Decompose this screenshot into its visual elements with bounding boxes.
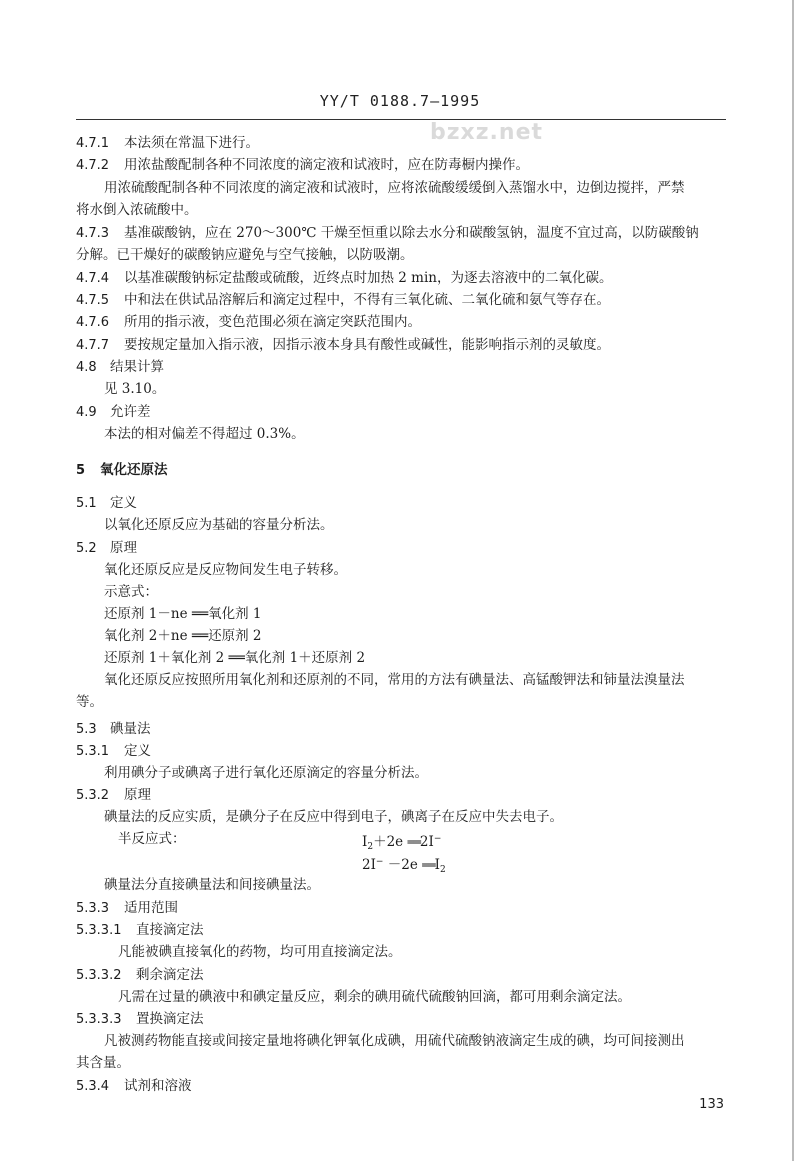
clause-5-1: 5.1 定义 [76, 495, 137, 511]
paragraph-line: 凡需在过量的碘液中和碘定量反应，剩余的碘用硫代硫酸钠回滴，都可用剩余滴定法。 [118, 989, 631, 1005]
clause-4-7-1: 4.7.1 本法须在常温下进行。 [76, 135, 259, 151]
paragraph-line: 氧化还原反应按照所用氧化剂和还原剂的不同，常用的方法有碘量法、高锰酸钾法和铈量法溴量法 [104, 672, 685, 688]
clause-4-9: 4.9 允许差 [76, 404, 151, 420]
header-rule [76, 119, 726, 120]
clause-5-2: 5.2 原理 [76, 540, 137, 556]
paragraph-line: 氧化还原反应是反应物间发生电子转移。 [104, 562, 347, 578]
page-number: 133 [699, 1097, 724, 1112]
clause-5-3-3: 5.3.3 适用范围 [76, 900, 178, 916]
paragraph-line: 凡被测药物能直接或间接定量地将碘化钾氧化成碘，用硫代硫酸钠液滴定生成的碘，均可间接测出 [104, 1033, 685, 1049]
paragraph-line: 用浓硫酸配制各种不同浓度的滴定液和试液时，应将浓硫酸缓缓倒入蒸馏水中，边倒边搅拌，严禁 [104, 180, 685, 196]
half-reaction-equation-2: 2I− －2e $══I_2$ [362, 857, 446, 875]
clause-5-3-4: 5.3.4 试剂和溶液 [76, 1078, 192, 1094]
watermark: bzxz.net [430, 120, 544, 145]
equation-line: 氧化剂 2＋ne ══还原剂 2 [104, 628, 262, 644]
scan-edge-line [792, 0, 794, 1161]
half-reaction-equation-1: $I_2+2e$ ══2I− [362, 834, 442, 852]
paragraph-line: 示意式： [104, 584, 158, 600]
paragraph-line: 碘量法分直接碘量法和间接碘量法。 [104, 877, 320, 893]
paragraph-line: 本法的相对偏差不得超过 0.3%。 [104, 426, 305, 442]
section-5-heading: 5 氧化还原法 [76, 462, 168, 478]
clause-4-7-6: 4.7.6 所用的指示液，变色范围必须在滴定突跃范围内。 [76, 314, 421, 330]
clause-4-7-7: 4.7.7 要按规定量加入指示液，因指示液本身具有酸性或碱性，能影响指示剂的灵敏度。 [76, 337, 610, 353]
paragraph-line: 利用碘分子或碘离子进行氧化还原滴定的容量分析法。 [104, 765, 428, 781]
clause-4-7-3: 4.7.3 基准碳酸钠，应在 270～300℃ 干燥至恒重以除去水分和碳酸氢钠，温度不宜过高，以防碳酸钠 [76, 225, 699, 241]
clause-4-7-4: 4.7.4 以基准碳酸钠标定盐酸或硫酸，近终点时加热 2 min，为逐去溶液中的二氧化碳。 [76, 270, 613, 286]
equation-line: 还原剂 1－ne ══氧化剂 1 [104, 606, 262, 622]
clause-4-7-2: 4.7.2 用浓盐酸配制各种不同浓度的滴定液和试液时，应在防毒橱内操作。 [76, 157, 529, 173]
half-reaction-label: 半反应式： [118, 831, 186, 847]
paragraph-line: 将水倒入浓硫酸中。 [76, 202, 198, 218]
clause-5-3-3-3: 5.3.3.3 置换滴定法 [76, 1011, 204, 1027]
paragraph-line: 凡能被碘直接氧化的药物，均可用直接滴定法。 [118, 944, 402, 960]
clause-5-3-1: 5.3.1 定义 [76, 743, 151, 759]
clause-5-3-3-1: 5.3.3.1 直接滴定法 [76, 922, 204, 938]
clause-5-3-2: 5.3.2 原理 [76, 787, 151, 803]
standard-code-header: YY/T 0188.7—1995 [319, 92, 481, 110]
paragraph-line: 碘量法的反应实质，是碘分子在反应中得到电子，碘离子在反应中失去电子。 [104, 809, 563, 825]
paragraph-line: 分解。已干燥好的碳酸钠应避免与空气接触，以防吸潮。 [76, 247, 414, 263]
paragraph-line: 以氧化还原反应为基础的容量分析法。 [104, 517, 334, 533]
clause-4-7-5: 4.7.5 中和法在供试品溶解后和滴定过程中，不得有三氧化硫、二氧化硫和氨气等存在。 [76, 292, 610, 308]
clause-4-8: 4.8 结果计算 [76, 359, 164, 375]
paragraph-line: 见 3.10。 [104, 381, 166, 397]
clause-5-3-3-2: 5.3.3.2 剩余滴定法 [76, 967, 204, 983]
paragraph-line: 等。 [76, 694, 103, 710]
clause-5-3: 5.3 碘量法 [76, 721, 151, 737]
equation-line: 还原剂 1＋氧化剂 2 ══氧化剂 1＋还原剂 2 [104, 650, 366, 666]
paragraph-line: 其含量。 [76, 1055, 130, 1071]
